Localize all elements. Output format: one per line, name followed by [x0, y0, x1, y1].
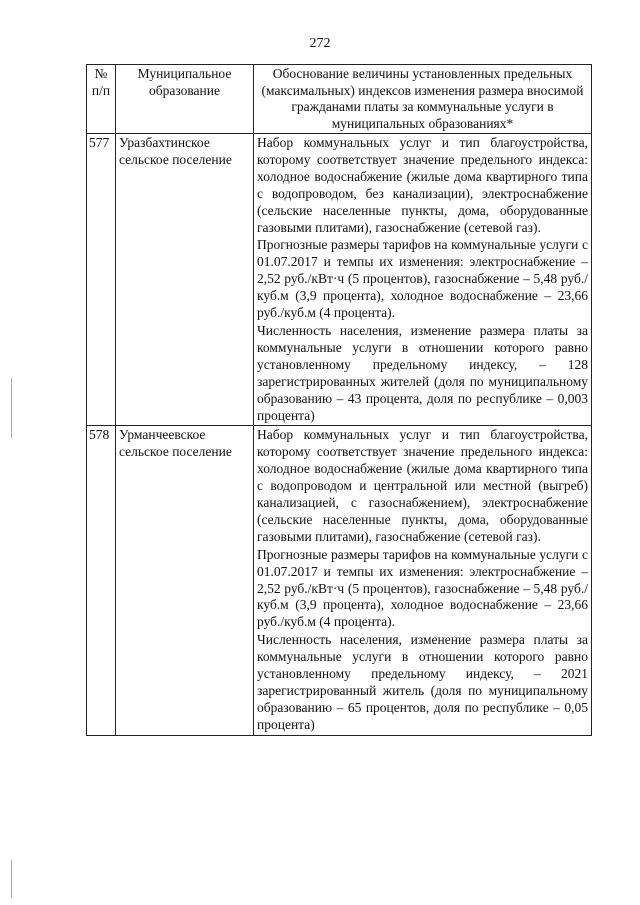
table-row [87, 134, 592, 426]
municipality-name: Урманчеевское сельское поселение [116, 426, 254, 735]
scan-edge-mark [11, 860, 12, 898]
municipality-name: Уразбахтинское сельское поселение [116, 134, 254, 426]
table-row [87, 426, 592, 735]
justification-cell [254, 426, 592, 735]
row-number: 578 [87, 426, 116, 735]
row-number: 577 [87, 134, 116, 426]
tariff-index-table [86, 64, 592, 736]
tariffs-paragraph: Прогнозные размеры тарифов на коммунальные услуги с 01.07.2017 и темпы их изменения: электроснабжение – 2,52 руб./кВт·ч (5 процентов), газоснабжение – 5,48 руб./куб.м (3,9 процента), холодное водоснабжение – 23,66 руб./куб.м (4 процента). [257, 546, 588, 630]
services-paragraph: Набор коммунальных услуг и тип благоустройства, которому соответствует значение предельного индекса: холодное водоснабжение (жилые дома квартирного типа с водопроводом, без канализации), электроснабжение (сельские населенные пункты, дома, оборудованные газовыми плитами), газоснабжение (сетевой газ). [257, 135, 588, 235]
services-paragraph: Набор коммунальных услуг и тип благоустройства, которому соответствует значение предельного индекса: холодное водоснабжение (жилые дома квартирного типа с водопроводом и центральной или местной (выгреб) канализацией, с газоснабжением), электроснабжение (сельские населенные пункты, дома, оборудованные газовыми плитами), газоснабжение (сетевой газ). [257, 427, 588, 544]
tariffs-paragraph: Прогнозные размеры тарифов на коммунальные услуги с 01.07.2017 и темпы их изменения: электроснабжение – 2,52 руб./кВт·ч (5 процентов), газоснабжение – 5,48 руб./куб.м (3,9 процента), холодное водоснабжение – 23,66 руб./куб.м (4 процента). [257, 237, 588, 321]
scan-edge-mark [11, 378, 12, 438]
table-header-row [87, 65, 592, 134]
header-justification: Обоснование величины установленных предельных (максимальных) индексов изменения размера вносимой гражданами платы за коммунальные услуги в муниципальных образованиях* [254, 65, 592, 134]
page-number: 272 [309, 36, 331, 51]
header-municipality: Муниципальное образование [116, 65, 254, 134]
header-number: № п/п [87, 65, 116, 134]
population-paragraph: Численность населения, изменение размера платы за коммунальные услуги в отношении которого равно установленному предельному индексу, – 128 зарегистрированных жителей (доля по муниципальному образованию – 43 процента, доля по республике – 0,003 процента) [257, 322, 588, 423]
population-paragraph: Численность населения, изменение размера платы за коммунальные услуги в отношении которого равно установленному предельному индексу, – 2021 зарегистрированный житель (доля по муниципальному образованию – 65 процентов, доля по республике – 0,05 процента) [257, 632, 588, 732]
justification-cell [254, 134, 592, 426]
